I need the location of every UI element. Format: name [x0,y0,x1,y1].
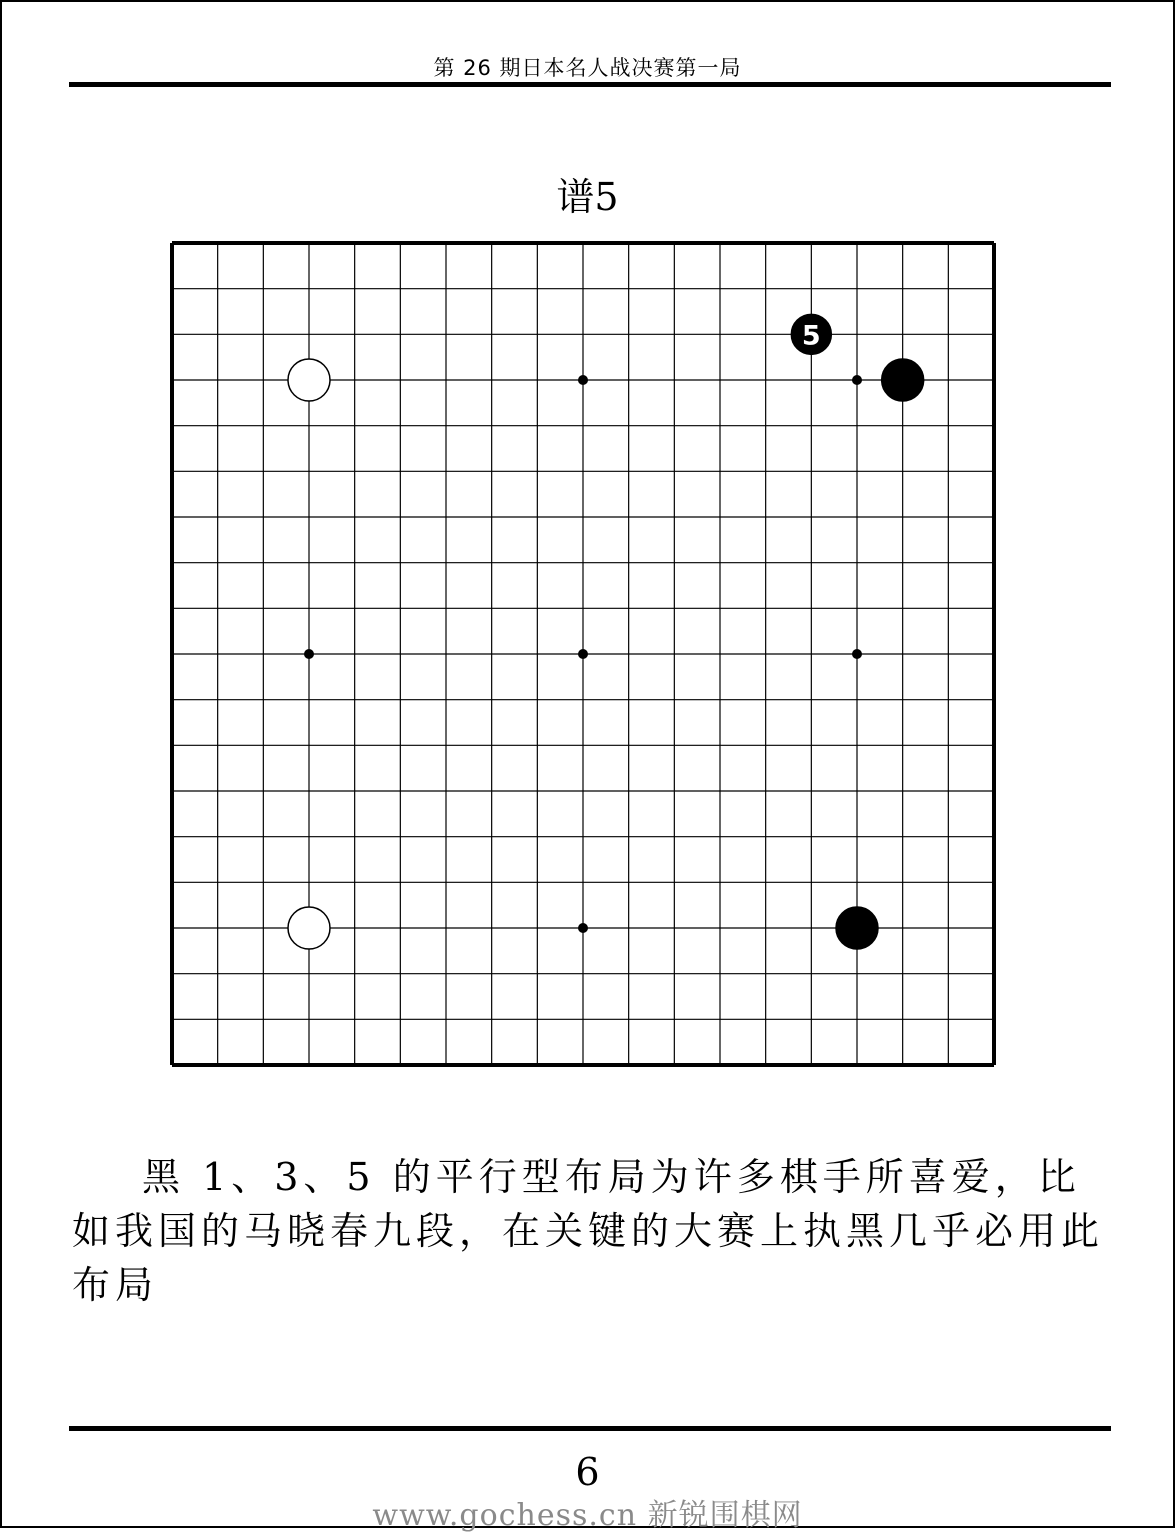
star-point [852,649,862,659]
star-point [578,375,588,385]
commentary-text: 黑 1、3、5 的平行型布局为许多棋手所喜爱，比如我国的马晓春九段，在关键的大赛上执黑几乎必用此布局 [72,1155,1105,1307]
star-point [578,923,588,933]
black-stone [836,907,878,949]
go-board-svg [169,240,999,1070]
footer-rule [69,1426,1111,1431]
diagram-caption: 谱5 [556,175,619,219]
go-board [169,240,999,1070]
white-stone [288,907,330,949]
white-stone [288,359,330,401]
header-rule [69,82,1111,87]
star-point [304,649,314,659]
page-number: 6 [575,1450,600,1494]
move-number-label: 5 [801,320,821,352]
watermark: www.gochess.cn 新锐围棋网 [372,1498,803,1533]
running-header: 第 26 期日本名人战决赛第一局 [433,56,742,80]
star-point [852,375,862,385]
black-stone [882,359,924,401]
star-point [578,649,588,659]
